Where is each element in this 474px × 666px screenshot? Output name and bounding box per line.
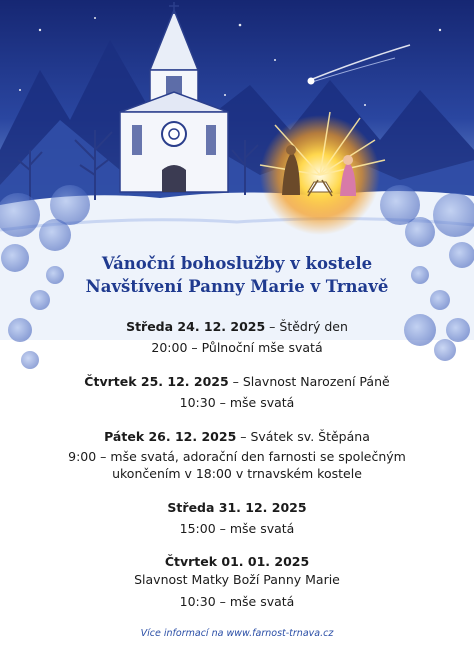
page-title-line2: Navštívení Panny Marie v Trnavě <box>85 277 389 296</box>
schedule-date: Středa 24. 12. 2025 <box>126 319 266 334</box>
schedule-date-line <box>0 373 474 390</box>
schedule-feast: – Slavnost Narození Páně <box>228 374 390 389</box>
schedule-date-line <box>0 553 474 570</box>
schedule-date: Pátek 26. 12. 2025 <box>104 429 237 444</box>
schedule-date: Středa 31. 12. 2025 <box>167 500 307 515</box>
schedule-detail: 10:30 – mše svatá <box>179 395 295 410</box>
schedule-detail: 20:00 – Půlnoční mše svatá <box>151 340 323 355</box>
schedule-date-line <box>0 499 474 516</box>
schedule-date-line <box>0 318 474 335</box>
footer-link-text: Více informací na www.farnost-trnava.cz <box>140 628 334 639</box>
schedule-detail: ukončením v 18:00 v trnavském kostele <box>112 466 362 481</box>
schedule-feast: – Svátek sv. Štěpána <box>236 429 370 444</box>
page-title-line1: Vánoční bohoslužby v kostele <box>101 254 373 273</box>
schedule-detail: 15:00 – mše svatá <box>179 521 295 536</box>
schedule-feast: – Štědrý den <box>265 319 348 334</box>
schedule-detail: 10:30 – mše svatá <box>179 594 295 609</box>
schedule-detail: Slavnost Matky Boží Panny Marie <box>134 572 340 587</box>
schedule-detail: 9:00 – mše svatá, adorační den farnosti se společným <box>68 449 406 464</box>
schedule-date: Čtvrtek 01. 01. 2025 <box>164 554 310 569</box>
schedule-date: Čtvrtek 25. 12. 2025 <box>84 374 229 389</box>
schedule-date-line <box>0 428 474 445</box>
